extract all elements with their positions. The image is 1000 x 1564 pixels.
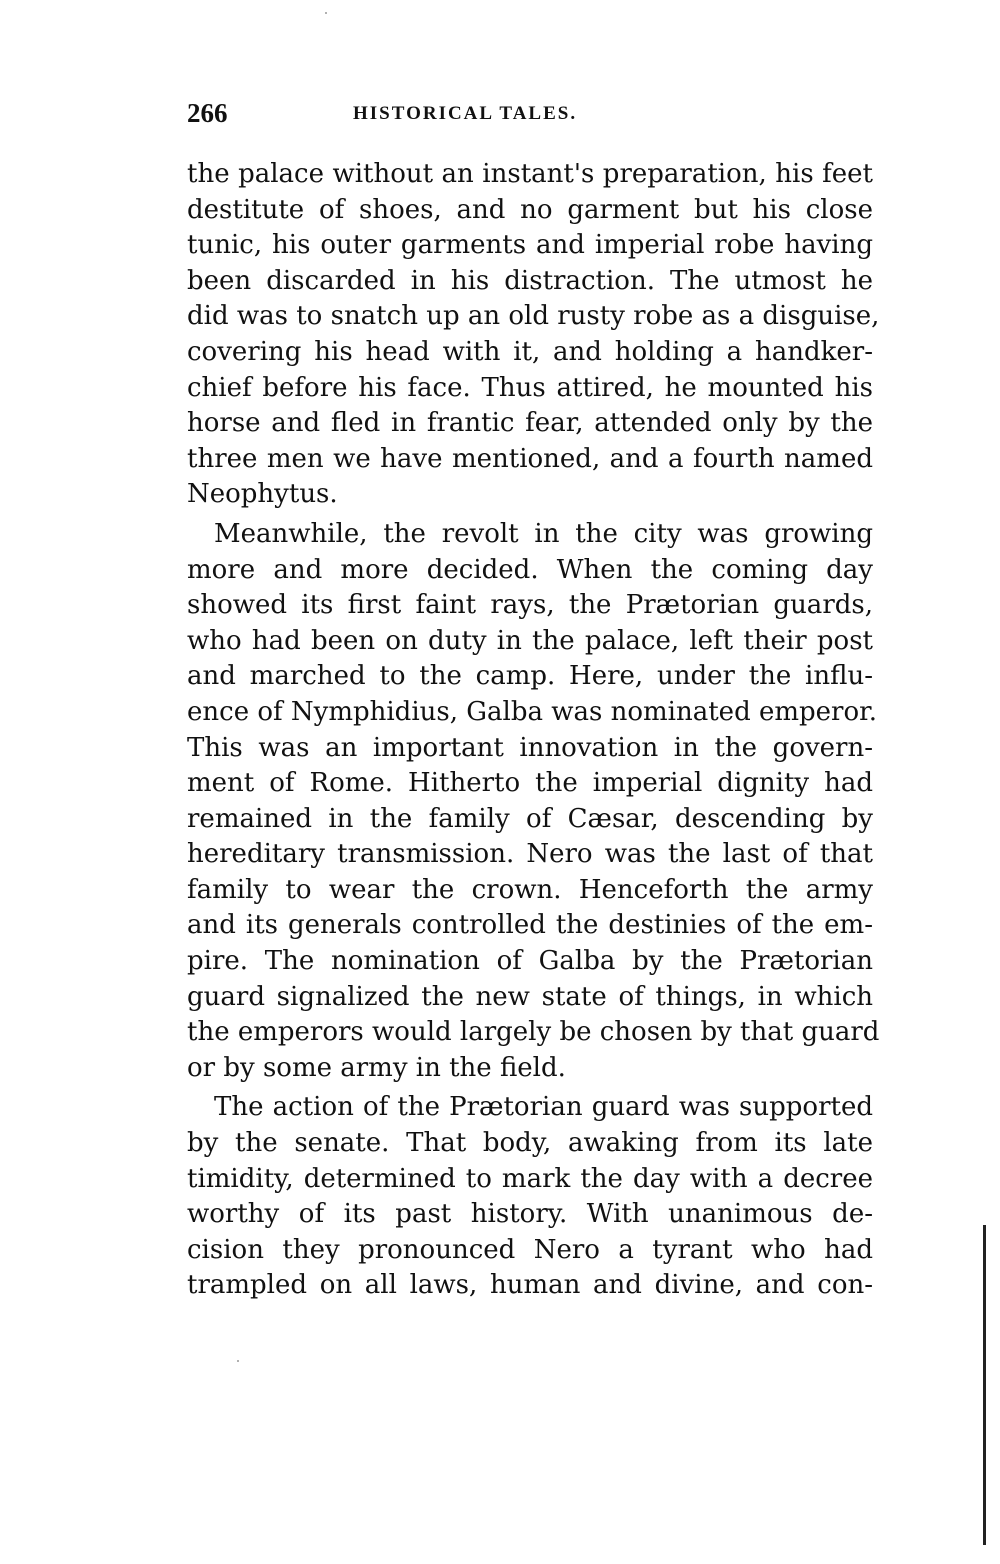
- text-line: who had been on duty in the palace, left their post: [187, 625, 873, 656]
- text-line: tunic, his outer garments and imperial robe having: [187, 230, 873, 261]
- scan-speck: [325, 12, 327, 14]
- text-line: by the senate. That body, awaking from its late: [187, 1128, 873, 1159]
- text-line: The action of the Prætorian guard was supported: [214, 1092, 873, 1123]
- text-line: and its generals controlled the destinies of the em-: [187, 910, 873, 941]
- text-line: cision they pronounced Nero a tyrant who had: [187, 1234, 873, 1265]
- text-line: been discarded in his distraction. The utmost he: [187, 265, 873, 296]
- text-line: and marched to the camp. Here, under the influ-: [187, 661, 873, 692]
- text-line: more and more decided. When the coming day: [187, 554, 873, 585]
- text-line: This was an important innovation in the govern-: [187, 732, 873, 763]
- text-line: Neophytus.: [187, 479, 338, 510]
- page-header: [187, 98, 877, 134]
- scan-speck: [237, 1360, 239, 1362]
- paragraph: [187, 1090, 873, 1304]
- text-line: the emperors would largely be chosen by that guard: [187, 1017, 880, 1048]
- text-line: Meanwhile, the revolt in the city was growing: [214, 518, 873, 549]
- text-line: three men we have mentioned, and a fourth named: [187, 443, 873, 474]
- text-line: timidity, determined to mark the day with a decree: [187, 1163, 873, 1194]
- text-line: ment of Rome. Hitherto the imperial dignity had: [187, 768, 873, 799]
- text-line: hereditary transmission. Nero was the last of that: [187, 839, 873, 870]
- text-line: did was to snatch up an old rusty robe as a disguise,: [187, 301, 880, 332]
- text-line: horse and fled in frantic fear, attended only by the: [187, 408, 873, 439]
- paragraph: [187, 517, 880, 1087]
- text-line: pire. The nomination of Galba by the Prætorian: [187, 946, 873, 977]
- paragraph: [187, 157, 880, 513]
- text-line: or by some army in the field.: [187, 1052, 566, 1083]
- text-line: trampled on all laws, human and divine, and con-: [187, 1270, 873, 1301]
- text-line: remained in the family of Cæsar, descending by: [187, 803, 873, 834]
- page-number: 266: [187, 98, 228, 128]
- scan-edge-artifact: [983, 1225, 986, 1545]
- page-body: [187, 157, 880, 1308]
- text-line: guard signalized the new state of things, in which: [187, 981, 873, 1012]
- text-line: worthy of its past history. With unanimous de-: [187, 1199, 873, 1230]
- running-title: HISTORICAL TALES.: [353, 103, 578, 124]
- text-line: showed its first faint rays, the Prætorian guards,: [187, 590, 873, 621]
- text-line: covering his head with it, and holding a handker-: [187, 336, 873, 367]
- text-line: destitute of shoes, and no garment but his close: [187, 194, 873, 225]
- text-line: ence of Nymphidius, Galba was nominated emperor.: [187, 696, 877, 727]
- text-line: the palace without an instant's preparation, his feet: [187, 159, 873, 189]
- text-line: chief before his face. Thus attired, he mounted his: [187, 372, 873, 403]
- text-line: family to wear the crown. Henceforth the army: [187, 874, 873, 905]
